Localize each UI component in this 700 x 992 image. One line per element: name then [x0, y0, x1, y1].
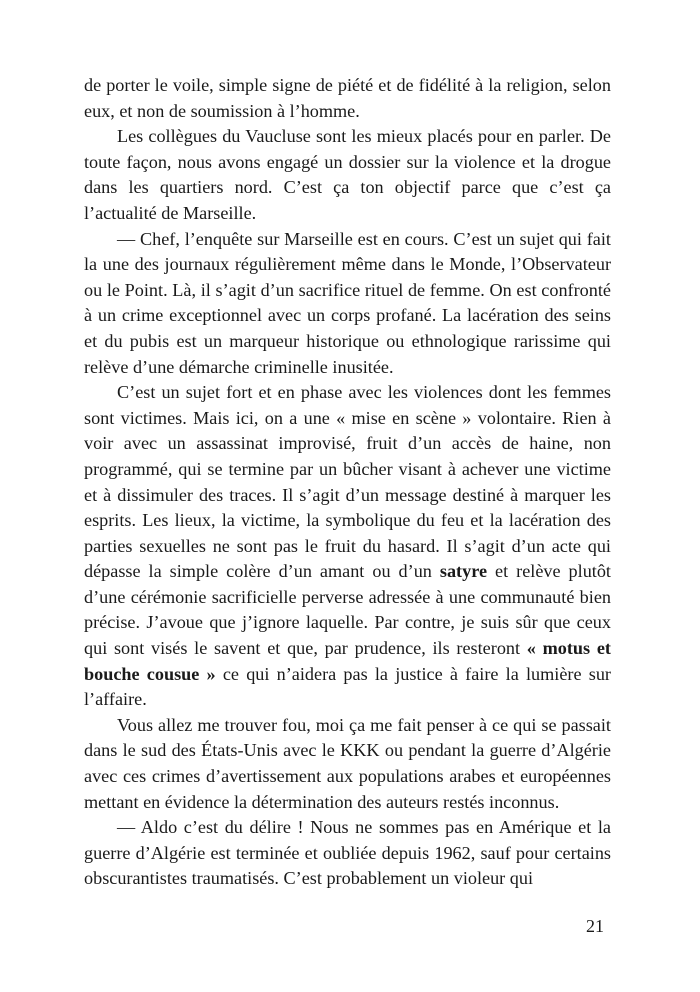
paragraph-2: [84, 124, 611, 226]
paragraph-5-text: Vous allez me trouver fou, moi ça me fait penser à ce qui se passait dans le sud des États-Unis avec le KKK ou pendant la guerre d’Algérie avec ces crimes d’avertissement aux populations arabes et européennes mettant en évidence la détermination des auteurs restés inconnus.: [84, 714, 611, 812]
paragraph-1: [84, 73, 611, 124]
paragraph-3-text: — Chef, l’enquête sur Marseille est en cours. C’est un sujet qui fait la une des journaux régulièrement même dans le Monde, l’Observateur ou le Point. Là, il s’agit d’un sacrifice rituel de femme. On est confronté à un crime exceptionnel avec un corps profané. La lacération des seins et du pubis est un marqueur historique ou ethnologique rarissime qui relève d’une démarche criminelle inusitée.: [84, 228, 611, 377]
paragraph-6-text: — Aldo c’est du délire ! Nous ne sommes pas en Amérique et la guerre d’Algérie est terminée et oubliée depuis 1962, sauf pour certains obscurantistes traumatisés. C’est probablement un violeur qui: [84, 817, 611, 889]
paragraph-4-text-b: et relève plutôt d’une cérémonie sacrificielle perverse adressée à une communauté bien précise. J’avoue que j’ignore laquelle. Par contre, je suis sûr que ceux qui sont visés le savent et que, par prudence, ils resteront: [84, 561, 611, 659]
page-body: [84, 73, 611, 892]
paragraph-5: [84, 713, 611, 815]
paragraph-1-text: de porter le voile, simple signe de piété et de fidélité à la religion, selon eux, et non de soumission à l’homme.: [84, 75, 611, 121]
paragraph-3: [84, 227, 611, 381]
paragraph-4: [84, 380, 611, 713]
paragraph-4-text-a: C’est un sujet fort et en phase avec les violences dont les femmes sont victimes. Mais ici, on a une « mise en scène » volontaire. Rien à voir avec un assassinat improvisé, fruit d’un accès de haine, non programmé, qui se termine par un bûcher visant à achever une victime et à dissimuler des traces. Il s’agit d’un message destiné à marquer les esprits. Les lieux, la victime, la symbolique du feu et la lacération des parties sexuelles ne sont pas le fruit du hasard. Il s’agit d’un acte qui dépasse la simple colère d’un amant ou d’un: [84, 382, 611, 582]
paragraph-4-bold-satyre: satyre: [439, 561, 488, 582]
paragraph-6: [84, 815, 611, 892]
page-number: 21: [586, 916, 604, 936]
paragraph-2-text: Les collègues du Vaucluse sont les mieux placés pour en parler. De toute façon, nous avons engagé un dossier sur la violence et la drogue dans les quartiers nord. C’est ça ton objectif parce que c’est ça l’actualité de Marseille.: [84, 126, 611, 223]
paragraph-4-bold-motus: « motus et bouche cousue »: [84, 638, 611, 684]
paragraph-4-text-c: ce qui n’aidera pas la justice à faire la lumière sur l’affaire.: [84, 663, 611, 710]
